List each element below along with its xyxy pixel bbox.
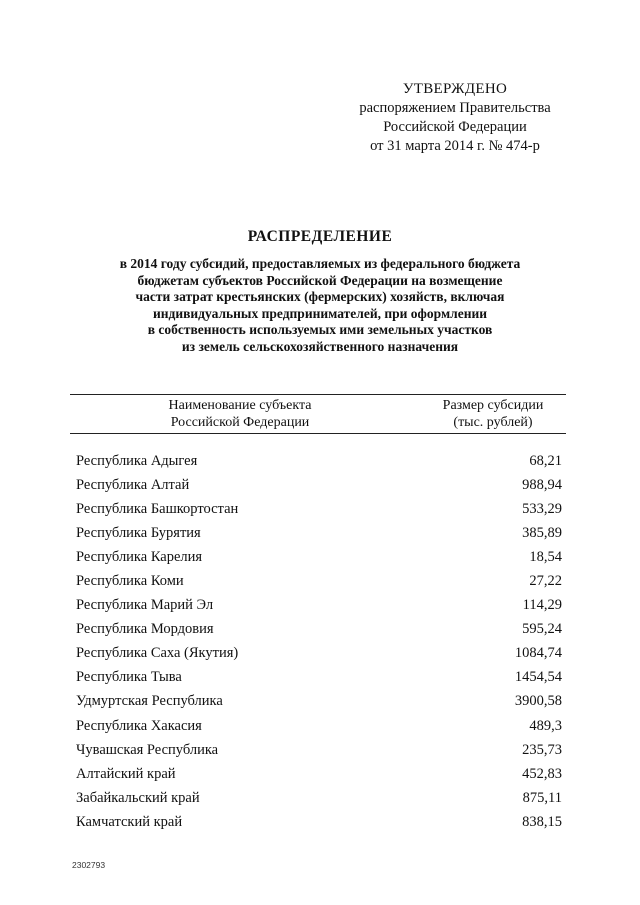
subsidy-amount: 875,11	[522, 789, 562, 806]
table-row	[70, 497, 566, 521]
column-header-amount	[420, 395, 566, 433]
region-name: Чувашская Республика	[76, 741, 219, 758]
table-row	[70, 473, 566, 497]
column-header-name-line: Российской Федерации	[170, 415, 310, 430]
document-heading	[60, 228, 580, 355]
subsidy-amount: 595,24	[522, 621, 562, 638]
region-name: Республика Хакасия	[76, 717, 202, 734]
column-header-name-line: Наименование субъекта	[168, 398, 312, 413]
subsidy-amount: 27,22	[529, 573, 562, 590]
subsidy-amount: 489,3	[529, 717, 562, 734]
table-row	[70, 594, 566, 618]
region-name: Удмуртская Республика	[76, 693, 223, 710]
approval-stamp: УТВЕРЖДЕНО	[402, 81, 508, 97]
approval-block	[330, 80, 580, 156]
column-header-name	[70, 395, 420, 433]
subsidy-amount: 1084,74	[514, 645, 562, 662]
subsidy-amount: 68,21	[529, 452, 562, 469]
document-code: 2302793	[72, 860, 106, 870]
subtitle-line: части затрат крестьянских (фермерских) хозяйств, включая	[135, 289, 505, 304]
subtitle-line: в собственность используемых ими земельных участков	[147, 322, 493, 337]
region-name: Камчатский край	[76, 813, 183, 830]
table-row	[70, 762, 566, 786]
table-row	[70, 449, 566, 473]
table-row	[70, 545, 566, 569]
subsidy-amount: 988,94	[522, 476, 562, 493]
document-title: РАСПРЕДЕЛЕНИЕ	[247, 228, 393, 245]
subsidy-amount: 838,15	[522, 813, 562, 830]
region-name: Республика Бурятия	[76, 524, 201, 541]
region-name: Республика Башкортостан	[76, 500, 239, 517]
table-body	[70, 449, 566, 835]
subtitle-line: из земель сельскохозяйственного назначения	[181, 338, 459, 354]
column-header-amount-line: Размер субсидии	[442, 398, 544, 413]
region-name: Забайкальский край	[76, 789, 200, 806]
approval-line: распоряжением Правительства	[359, 100, 551, 116]
column-header-amount-line: (тыс. рублей)	[453, 415, 533, 430]
table-row	[70, 738, 566, 762]
table-row	[70, 690, 566, 714]
table-row	[70, 569, 566, 593]
subsidy-amount: 18,54	[529, 548, 562, 565]
subtitle-line: бюджетам субъектов Российской Федерации на возмещение	[137, 272, 503, 288]
approval-date-number: от 31 марта 2014 г. № 474-р	[370, 138, 540, 154]
table-row	[70, 666, 566, 690]
subsidy-table	[70, 394, 566, 835]
subsidy-amount: 235,73	[522, 741, 562, 758]
subsidy-amount: 385,89	[522, 524, 562, 541]
region-name: Республика Марий Эл	[76, 597, 214, 614]
table-row	[70, 810, 566, 834]
document-subtitle	[60, 256, 580, 355]
subsidy-amount: 114,29	[522, 597, 562, 614]
region-name: Республика Коми	[76, 573, 184, 590]
table-row	[70, 642, 566, 666]
subtitle-line: индивидуальных предпринимателей, при оформлении	[152, 305, 488, 321]
table-header	[70, 395, 566, 434]
region-name: Республика Алтай	[76, 476, 190, 493]
table-row	[70, 786, 566, 810]
region-name: Алтайский край	[76, 765, 176, 782]
subsidy-amount: 1454,54	[514, 669, 562, 686]
subsidy-amount: 3900,58	[514, 693, 562, 710]
region-name: Республика Адыгея	[76, 452, 198, 469]
region-name: Республика Тыва	[76, 669, 182, 686]
subtitle-line: в 2014 году субсидий, предоставляемых из федерального бюджета	[119, 256, 521, 271]
subsidy-amount: 533,29	[522, 500, 562, 517]
region-name: Республика Саха (Якутия)	[76, 645, 239, 662]
subsidy-amount: 452,83	[522, 765, 562, 782]
table-row	[70, 714, 566, 738]
region-name: Республика Карелия	[76, 548, 203, 565]
table-row	[70, 521, 566, 545]
table-row	[70, 618, 566, 642]
region-name: Республика Мордовия	[76, 621, 214, 638]
approval-line: Российской Федерации	[383, 119, 527, 135]
